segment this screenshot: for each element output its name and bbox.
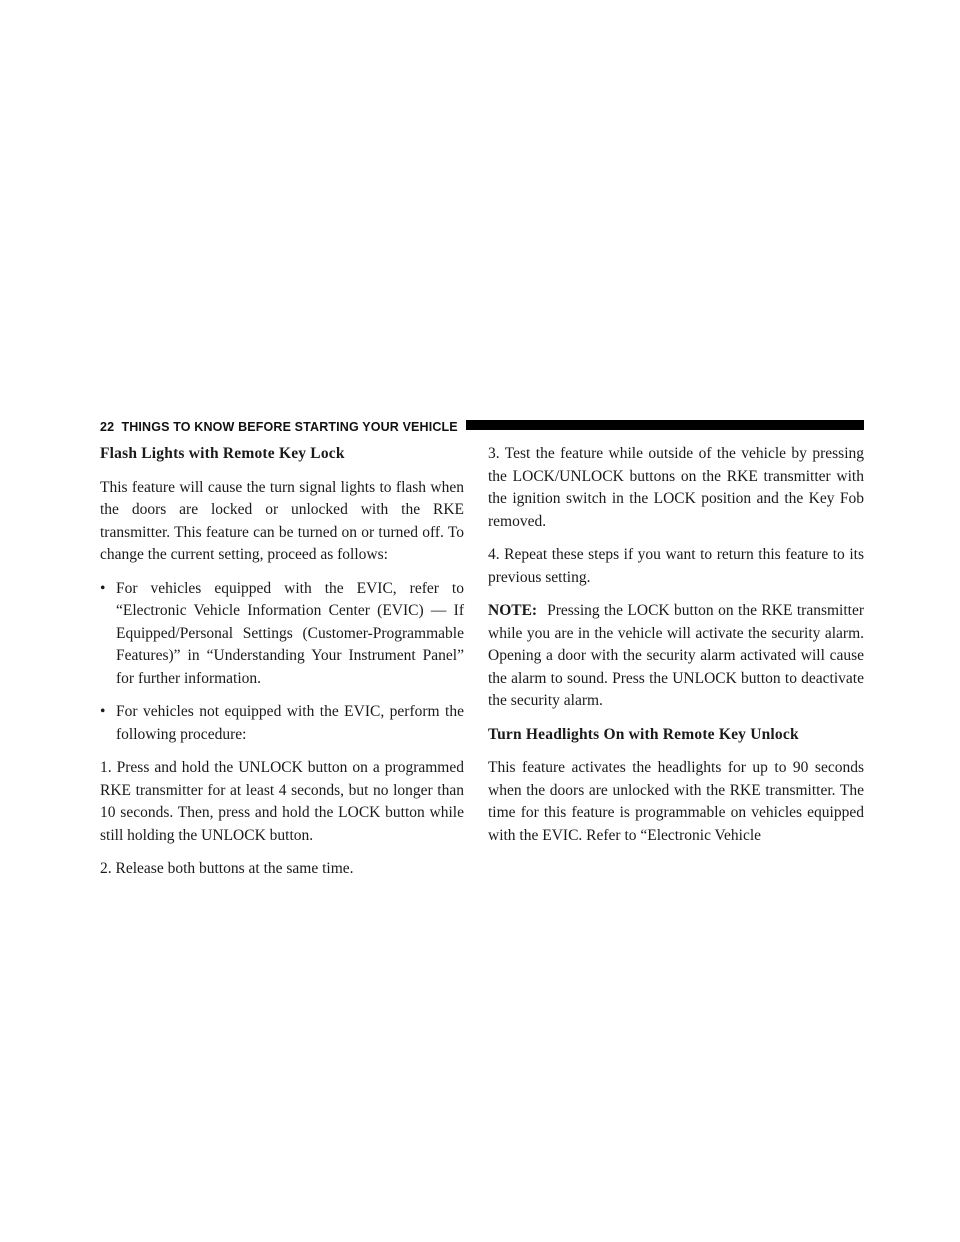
heading-turn-headlights: Turn Headlights On with Remote Key Unlock — [488, 725, 799, 743]
note-paragraph — [488, 600, 864, 713]
header-rule — [466, 420, 864, 430]
section-title: THINGS TO KNOW BEFORE STARTING YOUR VEHICLE — [121, 420, 458, 434]
bullet-icon: • — [100, 703, 106, 720]
bullet-text: For vehicles equipped with the EVIC, refer to “Electronic Vehicle Information Center (EVIC) — If Equipped/Personal Settings (Customer-Programmable Features)” in “Understanding Your Instrument Panel” for further information. — [116, 579, 464, 687]
left-column — [100, 443, 464, 881]
page-number: 22 — [100, 420, 115, 434]
bullet-icon: • — [100, 579, 106, 597]
step-1: 1. Press and hold the UNLOCK button on a programmed RKE transmitter for at least 4 seconds, but no longer than 10 seconds. Then, press and hold the LOCK button while still holding the UNLOCK button. — [100, 759, 464, 844]
step-4: 4. Repeat these steps if you want to return this feature to its previous setting. — [488, 546, 864, 586]
note-text: Pressing the LOCK button on the RKE transmitter while you are in the vehicle will activate the security alarm. Opening a door with the security alarm activated will cause the alarm to sound. Press the UNLOCK button to deactivate the security alarm. — [488, 602, 864, 709]
running-header — [100, 419, 458, 435]
list-item — [100, 578, 464, 691]
page-header — [100, 418, 864, 436]
heading-flash-lights: Flash Lights with Remote Key Lock — [100, 445, 345, 462]
note-label: NOTE: — [488, 602, 538, 619]
step-3: 3. Test the feature while outside of the vehicle by pressing the LOCK/UNLOCK buttons on the RKE transmitter with the ignition switch in the LOCK position and the Key Fob removed. — [488, 445, 864, 530]
bullet-text: For vehicles not equipped with the EVIC, perform the following procedure: — [116, 703, 464, 743]
headlights-paragraph: This feature activates the headlights for up to 90 seconds when the doors are unlocked with the RKE transmitter. The time for this feature is programmable on vehicles equipped with the EVIC. Refer to “Electronic Vehicle — [488, 759, 864, 844]
step-2: 2. Release both buttons at the same time. — [100, 860, 354, 877]
intro-paragraph: This feature will cause the turn signal lights to flash when the doors are locked or unlocked with the RKE transmitter. This feature can be turned on or turned off. To change the current setting, proceed as follows: — [100, 478, 464, 563]
right-column — [488, 443, 864, 847]
list-item — [100, 701, 464, 746]
